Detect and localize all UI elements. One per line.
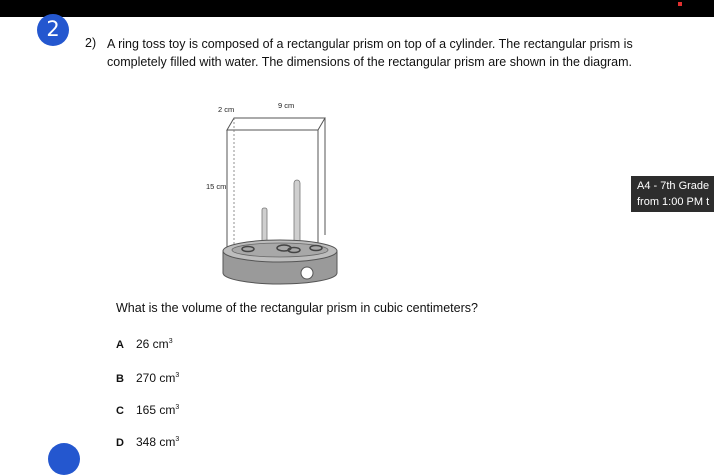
choice-unit-exponent: 3: [175, 436, 180, 443]
question-number: 2): [85, 36, 97, 50]
question-prompt: What is the volume of the rectangular prism in cubic centimeters?: [116, 301, 478, 315]
choice-unit-exponent: 3: [168, 338, 173, 345]
choice-letter: A: [116, 339, 124, 351]
choice-letter: C: [116, 405, 124, 417]
choice-unit-exponent: 3: [175, 372, 180, 379]
choice-b[interactable]: [116, 371, 179, 385]
choice-a[interactable]: [116, 337, 173, 351]
next-question-badge[interactable]: [48, 443, 80, 475]
choice-value: 165 cm: [136, 403, 176, 417]
width-label: 9 cm: [278, 101, 295, 110]
tooltip-line-1: A4 - 7th Grade: [637, 180, 710, 192]
schedule-tooltip: [631, 176, 714, 212]
record-indicator-icon: [678, 2, 682, 6]
ring-toss-diagram: [190, 95, 350, 290]
tooltip-line-2: from 1:00 PM t: [637, 196, 710, 208]
choice-letter: B: [116, 373, 124, 385]
choice-c[interactable]: [116, 403, 179, 417]
height-label: 15 cm: [206, 182, 227, 191]
choice-value: 26 cm: [136, 337, 169, 351]
choice-value: 348 cm: [136, 435, 176, 449]
choice-d[interactable]: [116, 435, 179, 449]
choice-letter: D: [116, 437, 124, 449]
top-bar: [0, 0, 714, 17]
question-number-badge[interactable]: 2: [37, 14, 69, 46]
depth-label: 2 cm: [218, 105, 235, 114]
question-text: A ring toss toy is composed of a rectangular prism on top of a cylinder. The rectangular prism is completely filled with water. The dimensions of the rectangular prism are shown in the diagram.: [107, 37, 633, 69]
choice-value: 270 cm: [136, 371, 176, 385]
choice-unit-exponent: 3: [175, 404, 180, 411]
